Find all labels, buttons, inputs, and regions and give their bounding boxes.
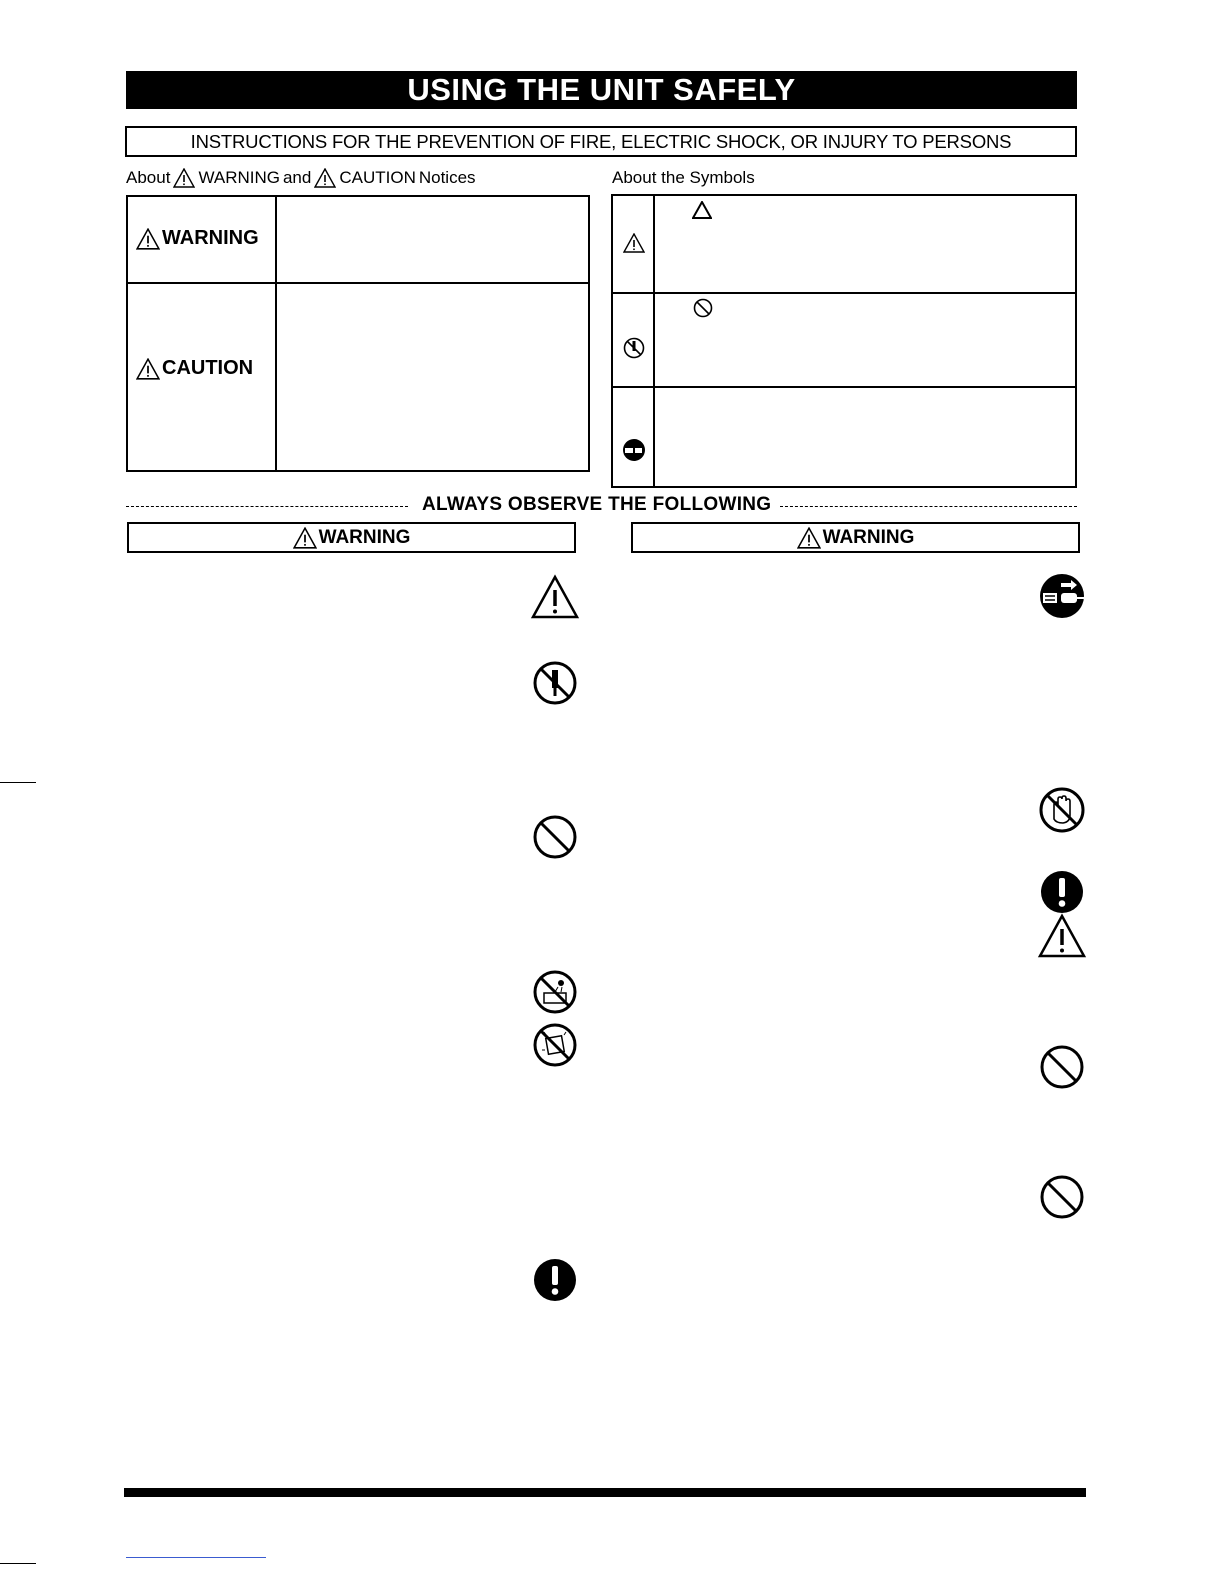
unplug-icon (1037, 571, 1087, 621)
warning-triangle-icon (1037, 912, 1087, 962)
warning-triangle-icon (314, 168, 336, 188)
left-warning-header: WARNING (127, 522, 576, 553)
no-water-icon (530, 967, 580, 1017)
notices-row-warning (128, 197, 588, 284)
prohibited-icon (1037, 1042, 1087, 1092)
bottom-rule (124, 1488, 1086, 1497)
warning-triangle-icon (136, 228, 160, 250)
warning-triangle-icon (173, 168, 195, 188)
about-caution-word: CAUTION (339, 168, 416, 187)
no-shock-icon (530, 1020, 580, 1070)
margin-mark-bottom (0, 1563, 36, 1564)
instructions-heading: INSTRUCTIONS FOR THE PREVENTION OF FIRE, ELECTRIC SHOCK, OR INJURY TO PERSONS (190, 130, 1012, 152)
prohibited-icon (530, 812, 580, 862)
symbols-row-triangle (613, 196, 1075, 294)
prohibited-symbol-icon (693, 298, 713, 318)
about-suffix: Notices (418, 168, 476, 187)
notices-table (126, 195, 590, 472)
triangle-symbol-icon (692, 201, 712, 219)
about-symbols-heading (612, 168, 755, 188)
symbols-column-divider (653, 196, 655, 486)
notices-warning-label: WARNING (136, 227, 259, 250)
page-title-banner (126, 71, 1077, 109)
symbols-row-mandatory (613, 388, 1075, 486)
always-observe-heading: ALWAYS OBSERVE THE FOLLOWING (418, 494, 775, 516)
notices-caution-label: CAUTION (136, 357, 253, 380)
about-symbols-text: About the Symbols (612, 168, 755, 187)
footer-link-underline (126, 1557, 266, 1558)
warning-triangle-icon (797, 527, 821, 549)
prohibited-icon (1037, 1172, 1087, 1222)
page-title: USING THE UNIT SAFELY (407, 72, 796, 107)
no-disassemble-icon (623, 337, 645, 359)
notices-row-caution (128, 284, 588, 470)
warning-triangle-icon (293, 527, 317, 549)
warning-triangle-icon (623, 233, 645, 253)
margin-mark (0, 782, 36, 783)
symbols-row-prohibit (613, 294, 1075, 388)
no-touch-icon (1037, 785, 1087, 835)
mandatory-action-icon (1037, 867, 1087, 917)
warning-triangle-icon (530, 573, 580, 623)
instructions-box (125, 126, 1077, 157)
mandatory-action-icon (530, 1255, 580, 1305)
about-warning-word: WARNING (198, 168, 280, 187)
no-disassemble-icon (530, 658, 580, 708)
warning-triangle-icon (136, 358, 160, 380)
symbols-table (611, 194, 1077, 488)
unplug-icon (622, 438, 646, 462)
about-prefix: About (126, 168, 171, 187)
about-notices-heading (126, 168, 476, 188)
notices-column-divider (275, 197, 277, 470)
dashed-rule-left (126, 506, 408, 507)
about-and-word: and (282, 168, 312, 187)
dashed-rule-right (780, 506, 1077, 507)
right-warning-header: WARNING (631, 522, 1080, 553)
